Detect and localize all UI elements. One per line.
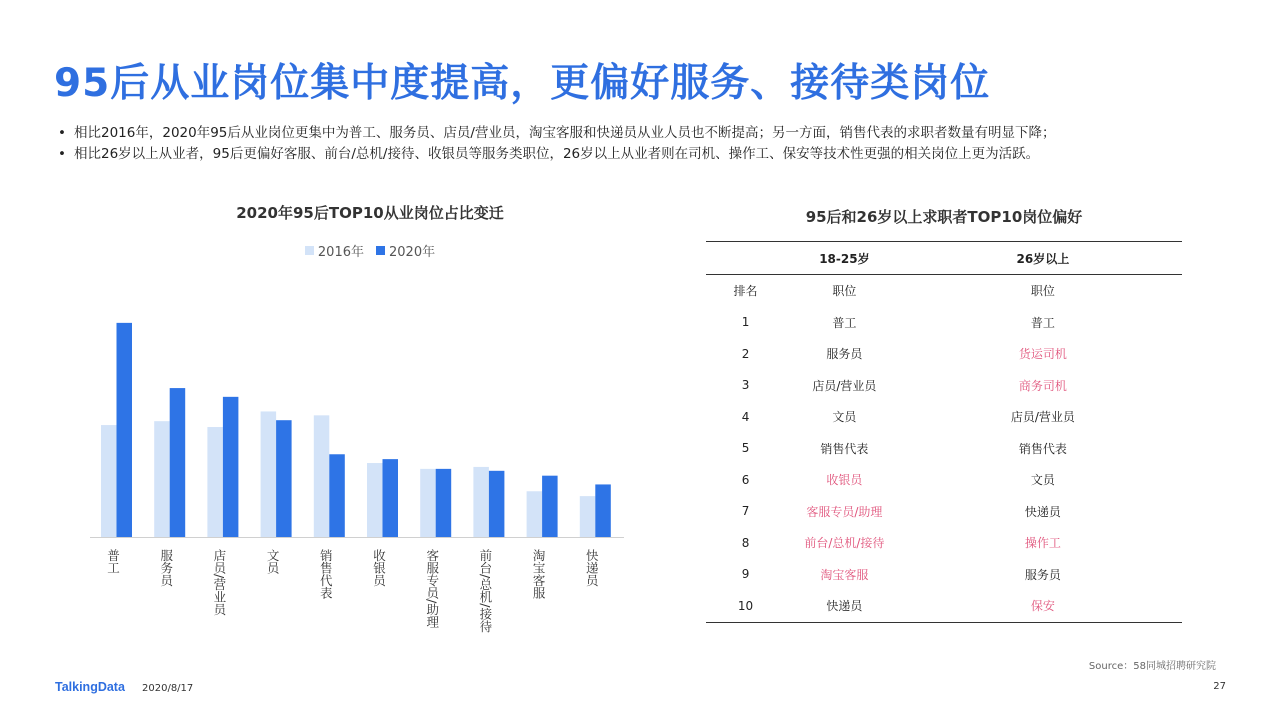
bar-2020年-客服专员/助理 bbox=[436, 469, 452, 537]
table-row bbox=[706, 496, 1182, 528]
x-tick-label: 客服专员/助理 bbox=[424, 549, 440, 629]
table-cell-position-a: 普工 bbox=[832, 315, 857, 330]
bullet-item: • 相比26岁以上从业者，95后更偏好客服、前台/总机/接待、收银员等服务类职位，26岁以上从业者则在司机、操作工、保安等技术性更强的相关岗位上更为活跃。 bbox=[58, 144, 1055, 165]
table-cell-rank: 7 bbox=[741, 504, 750, 519]
bar-2016年-文员 bbox=[261, 411, 277, 537]
ranking-table bbox=[706, 241, 1182, 623]
table-title: 95后和26岁以上求职者TOP10岗位偏好 bbox=[805, 208, 1083, 226]
table-header-rank: 排名 bbox=[733, 284, 758, 299]
table-row bbox=[706, 590, 1182, 622]
footer-date: 2020/8/17 bbox=[142, 683, 194, 694]
table-cell-position-a: 店员/营业员 bbox=[812, 378, 877, 393]
bar-2016年-店员/营业员 bbox=[207, 427, 223, 537]
bar-2016年-快递员 bbox=[580, 496, 596, 537]
table-cell-position-b: 文员 bbox=[1030, 473, 1055, 488]
bar-2020年-普工 bbox=[117, 323, 133, 537]
bar-2020年-快递员 bbox=[595, 484, 611, 537]
source-note: Source：58同城招聘研究院 bbox=[1088, 661, 1216, 672]
x-tick-label: 店员/营业员 bbox=[211, 549, 227, 616]
bar-2020年-文员 bbox=[276, 420, 292, 537]
table-cell-rank: 1 bbox=[741, 315, 750, 330]
bar-2020年-店员/营业员 bbox=[223, 397, 239, 537]
chart-title: 2020年95后TOP10从业岗位占比变迁 bbox=[236, 204, 504, 222]
bar-2020年-淘宝客服 bbox=[542, 476, 558, 537]
table-body bbox=[706, 275, 1182, 623]
table-cell-position-b: 服务员 bbox=[1024, 567, 1061, 582]
table-row bbox=[706, 527, 1182, 559]
brand-logo: TalkingData bbox=[55, 680, 125, 694]
table-cell-position-b: 快递员 bbox=[1024, 504, 1061, 519]
table-header-group-b: 26岁以上 bbox=[904, 242, 1182, 275]
bar-2016年-服务员 bbox=[154, 421, 170, 537]
legend-label-2020: 2020年 bbox=[389, 245, 436, 260]
bar-2016年-淘宝客服 bbox=[527, 491, 543, 537]
table-row bbox=[706, 307, 1182, 339]
table-cell-position-b: 操作工 bbox=[1024, 536, 1061, 551]
table-header-position-b: 职位 bbox=[1030, 284, 1055, 299]
table-header-group-a: 18-25岁 bbox=[785, 242, 904, 275]
bar-2020年-服务员 bbox=[170, 388, 186, 537]
table-cell-position-a: 快递员 bbox=[785, 590, 904, 622]
table-cell-position-b: 普工 bbox=[1030, 315, 1055, 330]
table-row bbox=[706, 433, 1182, 465]
bar-2016年-前台/总机/接待 bbox=[473, 467, 489, 537]
table-group-header bbox=[706, 242, 1182, 275]
bar-2016年-普工 bbox=[101, 425, 117, 537]
bar-2020年-销售代表 bbox=[329, 454, 345, 537]
x-tick-label: 收银员 bbox=[371, 549, 387, 587]
table-header-position-a: 职位 bbox=[832, 284, 857, 299]
table-cell-rank: 6 bbox=[741, 472, 750, 487]
table-cell-position-a: 客服专员/助理 bbox=[806, 504, 883, 519]
bar-chart bbox=[0, 0, 640, 660]
bar-2016年-收银员 bbox=[367, 463, 383, 537]
legend-label-2016: 2016年 bbox=[317, 245, 364, 260]
x-tick-label: 前台/总机/接待 bbox=[477, 549, 493, 633]
table-row bbox=[706, 338, 1182, 370]
table-cell-rank: 3 bbox=[741, 378, 750, 393]
table-cell-rank: 2 bbox=[741, 346, 750, 361]
table-cell-position-b: 销售代表 bbox=[1018, 441, 1067, 456]
table-cell-position-a: 收银员 bbox=[826, 473, 863, 488]
table-cell-position-b: 货运司机 bbox=[1018, 347, 1067, 362]
bar-2020年-收银员 bbox=[383, 459, 399, 537]
x-tick-label: 销售代表 bbox=[318, 549, 334, 599]
table-cell-position-b: 商务司机 bbox=[1018, 378, 1067, 393]
table-cell-position-a: 淘宝客服 bbox=[820, 567, 869, 582]
table-cell-position-a: 文员 bbox=[832, 410, 857, 425]
table-cell-rank: 5 bbox=[741, 441, 750, 456]
bar-2016年-客服专员/助理 bbox=[420, 469, 436, 537]
table-cell-rank: 8 bbox=[741, 535, 750, 550]
table-cell-rank: 9 bbox=[741, 567, 750, 582]
page-number: 27 bbox=[1213, 681, 1226, 692]
bar-2020年-前台/总机/接待 bbox=[489, 471, 505, 537]
table-row bbox=[706, 401, 1182, 433]
page-title: 95后从业岗位集中度提高，更偏好服务、接待类岗位 bbox=[54, 61, 991, 106]
table-row bbox=[706, 464, 1182, 496]
table-row bbox=[706, 559, 1182, 591]
table-cell-position-b: 店员/营业员 bbox=[1010, 410, 1075, 425]
x-tick-label: 文员 bbox=[265, 549, 281, 574]
table-cell-position-a: 服务员 bbox=[826, 347, 863, 362]
x-tick-label: 快递员 bbox=[584, 549, 600, 587]
table-cell-rank: 10 bbox=[706, 590, 785, 622]
x-tick-label: 普工 bbox=[105, 549, 121, 574]
x-tick-label: 淘宝客服 bbox=[531, 549, 547, 599]
table-cell-position-a: 销售代表 bbox=[820, 441, 869, 456]
table-cell-position-a: 前台/总机/接待 bbox=[804, 536, 885, 551]
table-header-blank bbox=[706, 242, 785, 275]
table-subheader-row bbox=[706, 275, 1182, 307]
bar-2016年-销售代表 bbox=[314, 415, 330, 537]
table-row bbox=[706, 370, 1182, 402]
table-cell-rank: 4 bbox=[741, 409, 750, 424]
bullet-item: • 相比2016年，2020年95后从业岗位更集中为普工、服务员、店员/营业员，淘宝客服和快递员从业人员也不断提高；另一方面，销售代表的求职者数量有明显下降； bbox=[58, 123, 1055, 144]
x-tick-label: 服务员 bbox=[158, 549, 174, 587]
table-cell-position-b: 保安 bbox=[904, 590, 1182, 622]
